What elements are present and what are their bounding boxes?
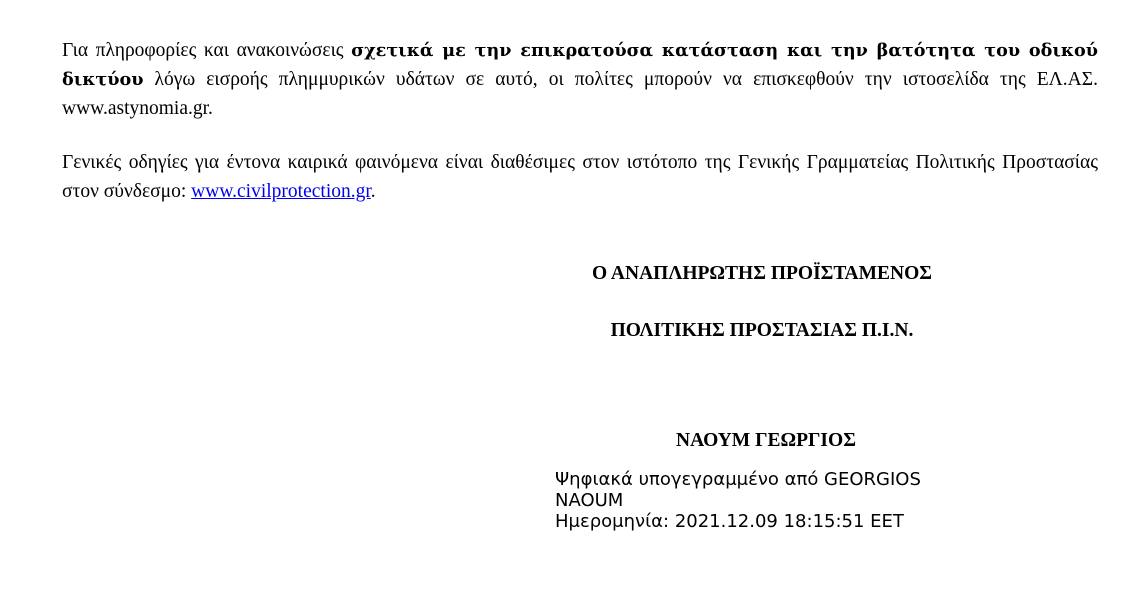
digital-signature-date: Ημερομηνία: 2021.12.09 18:15:51 EET	[555, 511, 904, 532]
info-paragraph-text-end: λόγω εισροής πλημμυρικών υδάτων σε αυτό, οι πολίτες μπορούν να επισκεφθούν την ιστοσελίδα της ΕΛ.ΑΣ. www.astynomia.gr.	[62, 69, 1098, 119]
digital-signature-signer-surname: NAOUM	[555, 490, 624, 511]
info-paragraph-text-start: Για πληροφορίες και ανακοινώσεις	[62, 40, 352, 61]
guidelines-paragraph	[62, 148, 1098, 206]
civilprotection-link[interactable]: www.civilprotection.gr	[191, 181, 371, 202]
signatory-title-line-2: ΠΟΛΙΤΙΚΗΣ ΠΡΟΣΤΑΣΙΑΣ Π.Ι.Ν.	[610, 320, 914, 341]
digital-signature-block	[555, 469, 1025, 532]
info-paragraph-bold-text: σχετικά με την επικρατούσα κατάσταση και την βατότητα του οδικού δικτύου	[62, 40, 1098, 90]
signatory-title-line-1: Ο ΑΝΑΠΛΗΡΩΤΗΣ ΠΡΟΪΣΤΑΜΕΝΟΣ	[591, 263, 933, 284]
guidelines-paragraph-text: Γενικές οδηγίες για έντονα καιρικά φαινόμενα είναι διαθέσιμες στον ιστότοπο της Γενικής Γραμματείας Πολιτικής Προστασίας στον σύνδεσμο:	[62, 152, 1098, 202]
signatory-name: ΝΑΟΥΜ ΓΕΩΡΓΙΟΣ	[676, 430, 856, 451]
info-paragraph	[62, 36, 1098, 123]
guidelines-paragraph-period: .	[370, 181, 376, 202]
digital-signature-signer: Ψηφιακά υπογεγραμμένο από GEORGIOS	[555, 469, 921, 490]
